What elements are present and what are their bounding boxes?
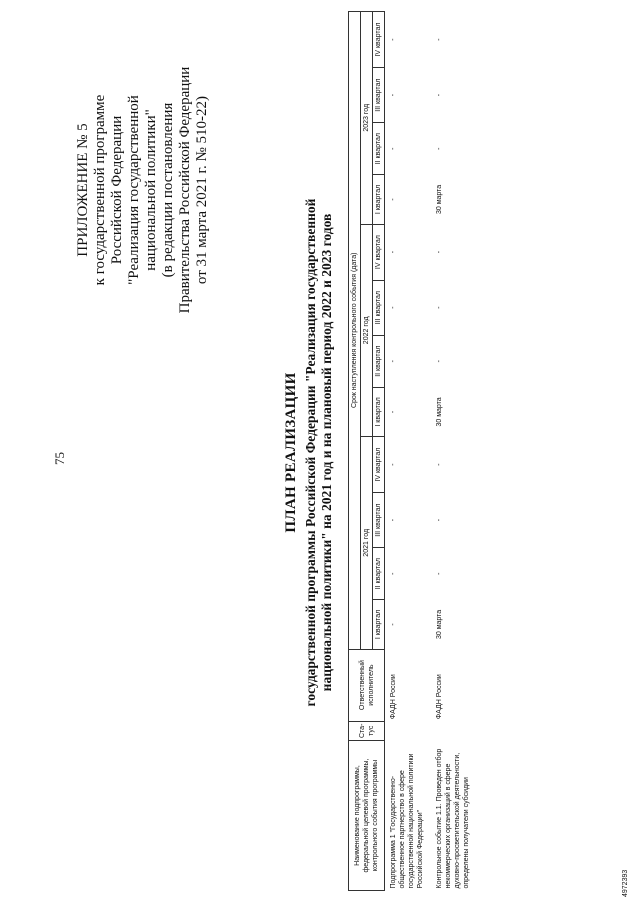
row-date-cell: - xyxy=(390,198,397,201)
header-status: Ста-тус xyxy=(349,721,385,740)
header-quarter: I квартал xyxy=(373,600,385,649)
header-year-2021: 2021 год xyxy=(361,437,373,650)
row-date-cell: - xyxy=(436,518,443,522)
subtitle-line-1: государственной программы Российской Федерации "Реализация государственной xyxy=(303,198,318,707)
row-date-cell: - xyxy=(436,147,443,150)
row-date-cell: - xyxy=(390,93,397,97)
subtitle-line-2: национальной политики" на 2021 год и на плановый период 2022 и 2023 годов xyxy=(319,213,334,692)
appendix-line: от 31 марта 2021 г. № 510-22) xyxy=(194,95,210,285)
row-date-cell: - xyxy=(436,359,443,363)
appendix-line: "Реализация государственной xyxy=(126,95,142,285)
header-quarter: IV квартал xyxy=(373,437,385,493)
header-quarter: II квартал xyxy=(373,335,385,387)
row-date-cell: - xyxy=(390,572,397,575)
row-date-cell: - xyxy=(390,623,397,626)
header-quarter: IV квартал xyxy=(373,12,385,68)
header-executor: Ответственный исполнитель xyxy=(349,649,385,721)
header-quarter: II квартал xyxy=(373,548,385,600)
row-date-cell: - xyxy=(390,410,397,414)
row-date-cell: - xyxy=(390,250,397,254)
row-date-cell: 30 марта xyxy=(436,609,443,639)
row-status xyxy=(385,721,432,740)
header-quarter: III квартал xyxy=(373,280,385,335)
appendix-line: (в редакции постановления xyxy=(160,102,176,278)
row-date-cell: - xyxy=(390,463,397,466)
row-date-cell: - xyxy=(436,463,443,466)
appendix-line: Правительства Российской Федерации xyxy=(177,66,193,314)
appendix-line: национальной политики" xyxy=(143,109,159,271)
row-date-cell: - xyxy=(436,93,443,97)
row-status xyxy=(431,721,477,740)
header-quarter: IV квартал xyxy=(373,224,385,280)
row-date-cell: - xyxy=(436,38,443,41)
row-date-cell: - xyxy=(390,518,397,522)
document-code: 4972393 xyxy=(622,869,629,897)
plan-title: ПЛАН РЕАЛИЗАЦИИ xyxy=(283,372,299,533)
appendix-line: ПРИЛОЖЕНИЕ № 5 xyxy=(75,123,91,257)
page-number: 75 xyxy=(52,452,67,465)
plan-table xyxy=(348,11,477,891)
header-name: Наименование подпрограммы, федеральной целевой программы, контрольного события программы xyxy=(349,741,385,891)
header-quarter: I квартал xyxy=(373,175,385,224)
table-row xyxy=(385,12,432,891)
header-quarter: I квартал xyxy=(373,387,385,436)
row-executor: ФАДН России xyxy=(390,674,397,720)
appendix-line: к государственной программе xyxy=(92,94,108,286)
row-date-cell: - xyxy=(436,572,443,575)
row-date-cell: - xyxy=(390,359,397,363)
header-quarter: II квартал xyxy=(373,123,385,175)
row-date-cell: 30 марта xyxy=(436,184,443,214)
row-date-cell: - xyxy=(390,306,397,309)
row-date-cell: 30 марта xyxy=(436,397,443,427)
appendix-line: Российской Федерации xyxy=(109,115,125,265)
row-date-cell: - xyxy=(436,306,443,309)
row-date-cell: - xyxy=(390,147,397,150)
row-executor: ФАДН России xyxy=(436,674,443,720)
header-year-2023: 2023 год xyxy=(361,12,373,225)
header-date-group: Срок наступления контрольного события (дата) xyxy=(349,12,361,650)
row-date-cell: - xyxy=(390,38,397,41)
row-name: Подпрограмма 1 "Государственно-общественное партнерство в сфере государственной национальной политики Российской Федерации" xyxy=(390,753,424,889)
row-name: Контрольное событие 1.1. Проведен отбор некоммерческих организаций в сфере духовно-просветительской деятельности, определены получатели субсидии xyxy=(436,748,470,889)
row-date-cell: - xyxy=(436,250,443,254)
plan-subtitle xyxy=(303,0,335,905)
table-row xyxy=(431,12,477,891)
header-year-2022: 2022 год xyxy=(361,224,373,437)
header-quarter: III квартал xyxy=(373,493,385,548)
appendix-header xyxy=(75,20,211,360)
header-quarter: III квартал xyxy=(373,68,385,123)
